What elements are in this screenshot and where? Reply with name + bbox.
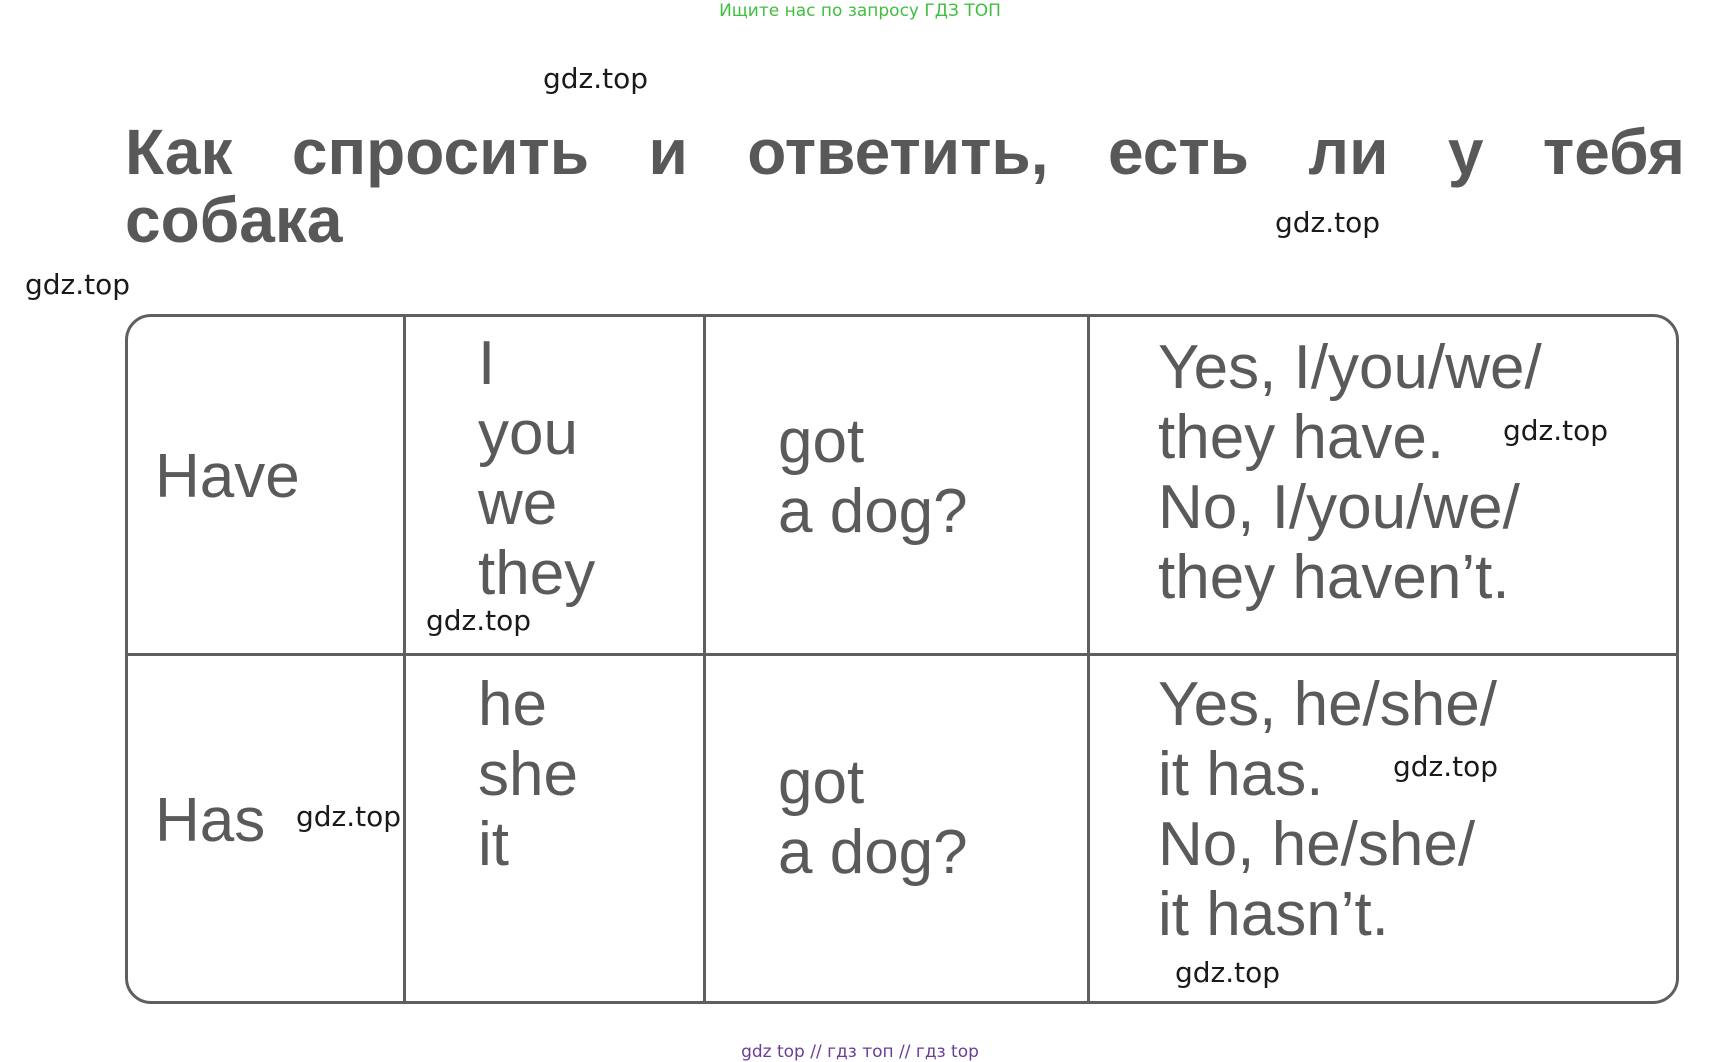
verb-has: Has: [155, 786, 266, 855]
watermark: gdz.top: [1393, 750, 1499, 783]
phrase-line: got: [778, 748, 865, 817]
answer-line: they haven’t.: [1158, 543, 1510, 612]
answers-cell: [1090, 317, 1676, 653]
subject-item: she: [478, 740, 578, 809]
answer-line: Yes, he/she/: [1158, 670, 1497, 739]
subject-item: they: [478, 539, 596, 608]
phrase-line: got: [778, 407, 865, 476]
subjects-list: [478, 329, 595, 609]
top-note: Ищите нас по запросу ГДЗ ТОП: [719, 1, 1001, 21]
answers-text: [1158, 670, 1497, 950]
subject-item: he: [478, 670, 547, 739]
watermark: gdz.top: [426, 604, 532, 637]
answer-line: they have.: [1158, 403, 1445, 472]
title-line-1: Как спросить и ответить, есть ли у тебя: [125, 116, 1685, 188]
phrase-line: a dog?: [778, 477, 968, 546]
grammar-table: [125, 314, 1679, 1004]
verb-cell: [128, 317, 406, 653]
subjects-cell: [406, 656, 706, 1001]
subjects-list: [478, 670, 578, 880]
answer-line: Yes, I/you/we/: [1158, 333, 1542, 402]
page-title: [125, 118, 1685, 254]
watermark: gdz.top: [296, 800, 402, 833]
phrase-line: a dog?: [778, 818, 968, 887]
subject-item: it: [478, 810, 509, 879]
verb-have: Have: [155, 442, 300, 511]
answer-line: it hasn’t.: [1158, 880, 1389, 949]
watermark: gdz.top: [1275, 206, 1381, 239]
watermark: gdz.top: [1503, 414, 1609, 447]
answers-cell: [1090, 656, 1676, 1001]
answer-line: it has.: [1158, 740, 1324, 809]
title-line-2: собака: [125, 184, 343, 256]
phrase-text: [778, 748, 968, 888]
answer-line: No, I/you/we/: [1158, 473, 1520, 542]
subjects-cell: [406, 317, 706, 653]
subject-item: we: [478, 469, 558, 538]
footer-links: gdz top // гдз топ // гдз top: [741, 1042, 979, 1062]
answers-text: [1158, 333, 1542, 613]
watermark: gdz.top: [25, 268, 131, 301]
answer-line: No, he/she/: [1158, 810, 1476, 879]
phrase-cell: [706, 317, 1090, 653]
table-row-have: [128, 317, 1676, 656]
watermark: gdz.top: [1175, 956, 1281, 989]
subject-item: you: [478, 399, 578, 468]
phrase-text: [778, 407, 968, 547]
watermark: gdz.top: [543, 62, 649, 95]
subject-item: I: [478, 329, 496, 398]
phrase-cell: [706, 656, 1090, 1001]
